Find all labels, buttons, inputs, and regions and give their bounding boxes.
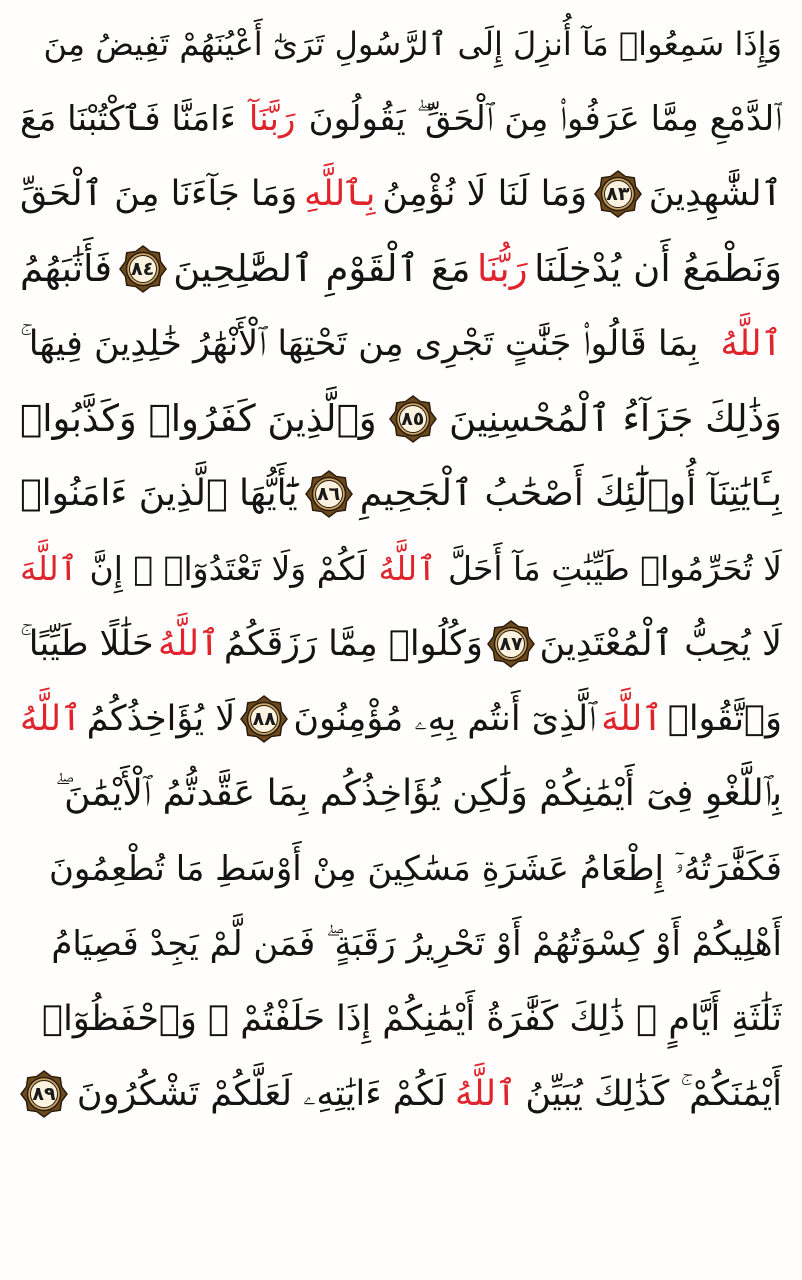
verse-text: بِـَٔايَٰتِنَآ أُو۟لَٰٓئِكَ أَصْحَٰبُ ٱلْجَحِيمِ (359, 473, 782, 514)
text-line (20, 606, 782, 681)
verse-text: وَنَطْمَعُ أَن يُدْخِلَنَا (534, 247, 782, 290)
verse-text: لَا يُحِبُّ ٱلْمُعْتَدِينَ (539, 623, 782, 664)
ayah-number-marker (487, 620, 535, 668)
verse-text: وَكُلُوا۟ مِمَّا رَزَقَكُمُ (223, 623, 483, 664)
text-line (20, 231, 782, 306)
ayah-number: ٨٨ (252, 707, 276, 730)
verse-text: ٱلَّذِىٓ أَنتُم بِهِۦ مُؤْمِنُونَ (293, 698, 597, 739)
ayah-number-marker (20, 1070, 68, 1118)
verse-text: لَكُمْ ءَايَٰتِهِۦ لَعَلَّكُمْ تَشْكُرُونَ (76, 1073, 447, 1114)
ayah-number-marker (389, 395, 437, 443)
verse-text: بِٱللَّغْوِ فِىٓ أَيْمَٰنِكُمْ وَلَٰكِن يُؤَاخِذُكُم بِمَا عَقَّدتُّمُ ٱلْأَيْمَٰنَ ۖ (55, 772, 782, 814)
verse-text: لَكُمْ وَلَا تَعْتَدُوٓا۟ ۚ إِنَّ (89, 549, 367, 588)
text-line (20, 81, 782, 156)
text-line (20, 381, 782, 456)
text-line (20, 156, 782, 231)
verse-text: لَا تُحَرِّمُوا۟ طَيِّبَٰتِ مَآ أَحَلَّ (447, 549, 782, 588)
verse-text: وَمَا جَآءَنَا مِنَ ٱلْحَقِّ (20, 173, 298, 214)
verse-text: حَلَٰلًا طَيِّبًا ۚ (20, 623, 154, 664)
text-line (20, 981, 782, 1056)
verse-text: فَأَثَٰبَهُمُ (20, 247, 113, 290)
ayah-number-marker (240, 695, 288, 743)
text-line (20, 906, 782, 981)
divine-name-text: ٱللَّهُ (378, 549, 437, 588)
verse-text: وَإِذَا سَمِعُوا۟ مَآ أُنزِلَ إِلَى ٱلرَّسُولِ تَرَىٰٓ أَعْيُنَهُمْ تَفِيضُ مِنَ (43, 24, 782, 63)
text-line (20, 531, 782, 606)
verse-text: وَمَا لَنَا لَا نُؤْمِنُ (382, 173, 587, 214)
verse-text: ٱلدَّمْعِ مِمَّا عَرَفُوا۟ مِنَ ٱلْحَقِّ ۖ يَقُولُونَ (308, 98, 782, 139)
verse-text: وَٱلَّذِينَ كَفَرُوا۟ وَكَذَّبُوا۟ (20, 397, 377, 440)
ayah-number: ٨٥ (401, 407, 425, 430)
text-line (20, 756, 782, 831)
divine-name-text: رَبُّنَا (476, 247, 528, 290)
verse-text: وَٱتَّقُوا۟ (667, 698, 782, 739)
verse-text: بِمَا قَالُوا۟ جَنَّٰتٍ تَجْرِى مِن تَحْتِهَا ٱلْأَنْهَٰرُ خَٰلِدِينَ فِيهَا ۚ (20, 323, 699, 364)
ayah-number: ٨٣ (606, 182, 630, 205)
ayah-number: ٨٧ (499, 632, 523, 655)
divine-name-text: ٱللَّهَ (20, 549, 79, 588)
verse-text: ءَامَنَّا فَٱكْتُبْنَا مَعَ (20, 99, 236, 139)
verse-text: ٱلشَّٰهِدِينَ (648, 173, 782, 214)
divine-name-text: ٱللَّهُ (157, 623, 220, 664)
verse-text: ثَلَٰثَةِ أَيَّامٍ ۚ ذَٰلِكَ كَفَّٰرَةُ أَيْمَٰنِكُمْ إِذَا حَلَفْتُمْ ۚ وَٱحْفَظُوٓا۟ (42, 998, 782, 1039)
verse-text: لَا يُؤَاخِذُكُمُ (86, 698, 236, 739)
divine-name-text: بِٱللَّهِ (304, 173, 376, 214)
ayah-number: ٨٤ (131, 257, 155, 280)
text-line (20, 681, 782, 756)
divine-name-text: رَبَّنَآ (248, 98, 296, 139)
ayah-number: ٨٦ (317, 482, 341, 505)
divine-name-text: ٱللَّهَ (601, 698, 663, 739)
divine-name-text: ٱللَّهُ (720, 323, 782, 364)
verse-text: أَهْلِيكُمْ أَوْ كِسْوَتُهُمْ أَوْ تَحْرِيرُ رَقَبَةٍ ۖ فَمَن لَّمْ يَجِدْ فَصِيَامُ (51, 923, 782, 964)
verse-text: فَكَفَّٰرَتُهُۥٓ إِطْعَامُ عَشَرَةِ مَسَٰكِينَ مِنْ أَوْسَطِ مَا تُطْعِمُونَ (48, 848, 782, 889)
ayah-number-marker (119, 245, 167, 293)
text-line (20, 1056, 782, 1131)
text-line (20, 6, 782, 81)
ayah-number: ٨٩ (32, 1082, 56, 1105)
divine-name-text: ٱللَّهُ (20, 698, 82, 739)
verse-text: أَيْمَٰنَكُمْ ۚ كَذَٰلِكَ يُبَيِّنُ (525, 1073, 782, 1114)
verse-text: مَعَ ٱلْقَوْمِ ٱلصَّٰلِحِينَ (173, 247, 471, 290)
verse-text: يَٰٓأَيُّهَا ٱلَّذِينَ ءَامَنُوا۟ (20, 473, 298, 514)
ayah-number-marker (594, 170, 642, 218)
verse-text: وَذَٰلِكَ جَزَآءُ ٱلْمُحْسِنِينَ (448, 397, 782, 440)
ayah-number-marker (305, 470, 353, 518)
text-line (20, 456, 782, 531)
text-line (20, 306, 782, 381)
divine-name-text: ٱللَّهُ (454, 1073, 517, 1114)
text-line (20, 831, 782, 906)
